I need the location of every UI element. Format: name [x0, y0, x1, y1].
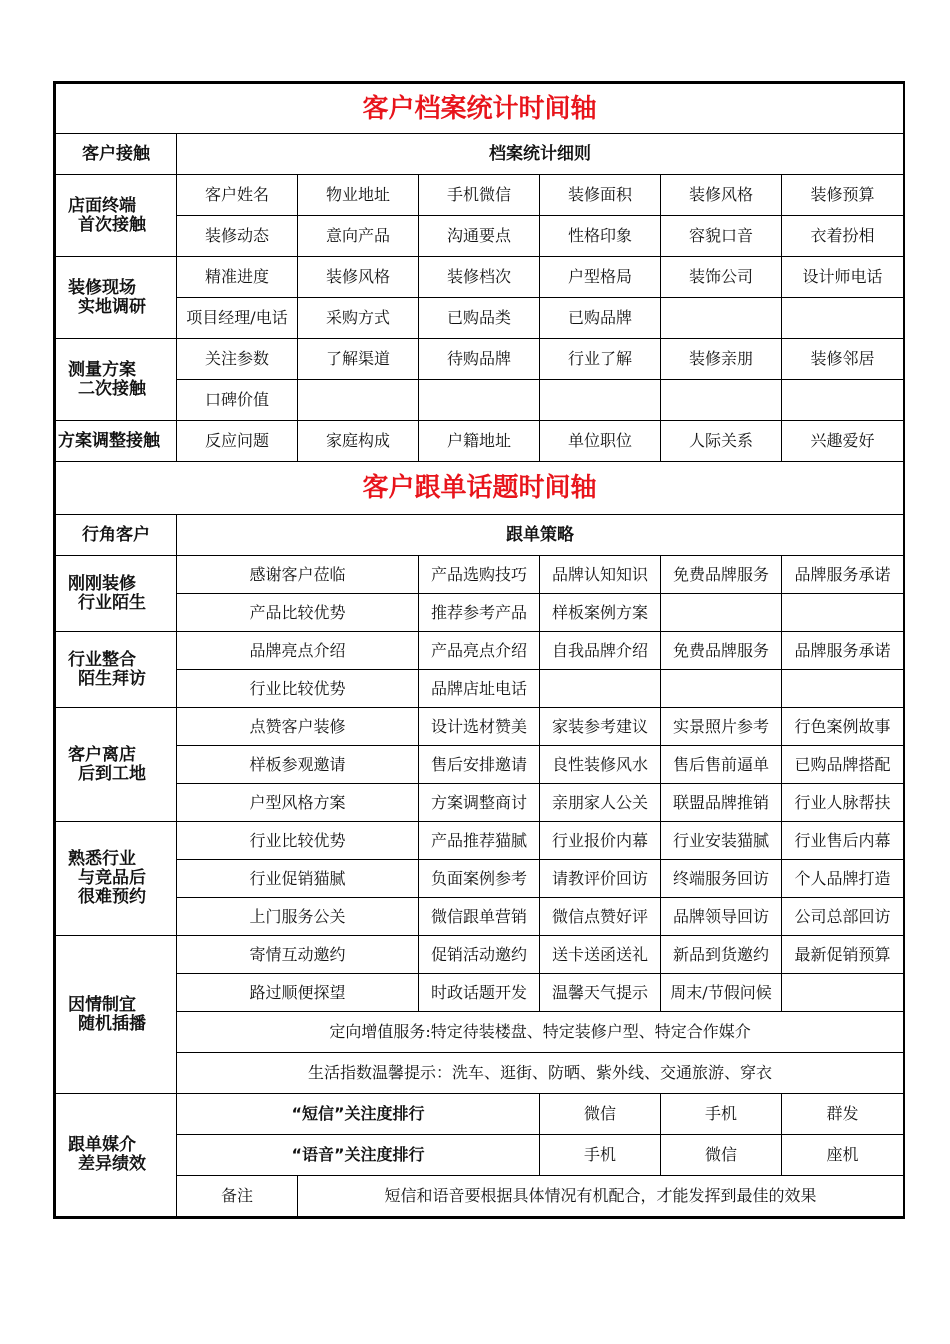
section2-title: 客户跟单话题时间轴: [56, 462, 904, 515]
section2-row: [56, 632, 904, 670]
timeline-table: [55, 83, 904, 1217]
detail-cell: 已购品类: [419, 298, 540, 339]
category-label-line: 后到工地: [78, 763, 146, 784]
category-cell: [56, 175, 177, 257]
strategy-cell: 亲朋家人公关: [540, 784, 661, 822]
media-value-cell: 手机: [540, 1135, 661, 1176]
detail-cell: 容貌口音: [661, 216, 782, 257]
strategy-cell: 行业售后内幕: [782, 822, 904, 860]
detail-cell: 意向产品: [298, 216, 419, 257]
note-row: [56, 1176, 904, 1217]
strategy-cell: 设计选材赞美: [419, 708, 540, 746]
detail-cell: 关注参数: [177, 339, 298, 380]
statistics-sheet: [53, 81, 905, 1219]
category-label-line: 与竞品后: [78, 868, 146, 888]
category-label-line: 店面终端: [68, 195, 136, 216]
detail-cell: 户籍地址: [419, 421, 540, 462]
media-value-cell: 手机: [661, 1094, 782, 1135]
strategy-cell: 品牌店址电话: [419, 670, 540, 708]
wide-strategy-cell: 定向增值服务:特定待装楼盘、特定装修户型、特定合作媒介: [177, 1012, 904, 1053]
section2-row: [56, 670, 904, 708]
section2-row: [56, 746, 904, 784]
detail-cell: 了解渠道: [298, 339, 419, 380]
strategy-cell: 售后售前逼单: [661, 746, 782, 784]
category-cell: [56, 822, 177, 936]
category-cell: [56, 421, 177, 462]
section1-title: 客户档案统计时间轴: [56, 84, 904, 134]
strategy-cell: 行业报价内幕: [540, 822, 661, 860]
strategy-cell: 微信跟单营销: [419, 898, 540, 936]
strategy-cell: 个人品牌打造: [782, 860, 904, 898]
detail-cell: 衣着扮相: [782, 216, 904, 257]
category-cell: [56, 339, 177, 421]
detail-cell: 装修风格: [661, 175, 782, 216]
section1-row: [56, 216, 904, 257]
section1-row: [56, 175, 904, 216]
media-value-cell: 座机: [782, 1135, 904, 1176]
column-header-contact: 客户接触: [56, 134, 177, 175]
media-value-cell: 群发: [782, 1094, 904, 1135]
strategy-cell: 行业安装猫腻: [661, 822, 782, 860]
strategy-cell: 行业促销猫腻: [177, 860, 419, 898]
strategy-cell: 实景照片参考: [661, 708, 782, 746]
strategy-cell: 品牌服务承诺: [782, 632, 904, 670]
section2-row: [56, 784, 904, 822]
category-label: 方案调整接触: [58, 430, 160, 451]
category-label-line: 行业整合: [68, 649, 136, 670]
category-cell: [56, 1094, 177, 1217]
section2-header-row: [56, 515, 904, 556]
strategy-cell: 品牌领导回访: [661, 898, 782, 936]
strategy-cell: 负面案例参考: [419, 860, 540, 898]
detail-cell: 兴趣爱好: [782, 421, 904, 462]
column-header-details: 档案统计细则: [177, 134, 904, 175]
detail-cell: 采购方式: [298, 298, 419, 339]
category-label-line: 测量方案: [68, 359, 136, 380]
strategy-cell: 新品到货邀约: [661, 936, 782, 974]
category-label-line: 装修现场: [68, 277, 136, 298]
category-cell: [56, 632, 177, 708]
strategy-cell: 行业比较优势: [177, 822, 419, 860]
detail-cell: 沟通要点: [419, 216, 540, 257]
section1-title-row: [56, 84, 904, 134]
strategy-cell: 送卡送函送礼: [540, 936, 661, 974]
strategy-cell: 免费品牌服务: [661, 556, 782, 594]
section1-header-row: [56, 134, 904, 175]
strategy-cell: 行业比较优势: [177, 670, 419, 708]
column-header-strategy: 跟单策略: [177, 515, 904, 556]
strategy-cell: 户型风格方案: [177, 784, 419, 822]
detail-cell: 人际关系: [661, 421, 782, 462]
strategy-cell: 微信点赞好评: [540, 898, 661, 936]
category-label-line: 首次接触: [78, 214, 146, 235]
strategy-cell: 终端服务回访: [661, 860, 782, 898]
strategy-cell: 免费品牌服务: [661, 632, 782, 670]
column-header-customer: 行角客户: [56, 515, 177, 556]
strategy-cell: [540, 670, 661, 708]
detail-cell: 装修预算: [782, 175, 904, 216]
detail-cell: 单位职位: [540, 421, 661, 462]
detail-cell: 客户姓名: [177, 175, 298, 216]
strategy-cell: 品牌服务承诺: [782, 556, 904, 594]
category-label-line: 因情制宜: [68, 994, 136, 1015]
detail-cell: 精准进度: [177, 257, 298, 298]
detail-cell: 装修风格: [298, 257, 419, 298]
section2-row: [56, 556, 904, 594]
strategy-cell: 产品推荐猫腻: [419, 822, 540, 860]
category-cell: [56, 556, 177, 632]
note-label: 备注: [177, 1176, 298, 1217]
strategy-cell: 家装参考建议: [540, 708, 661, 746]
strategy-cell: [782, 974, 904, 1012]
strategy-cell: 公司总部回访: [782, 898, 904, 936]
detail-cell: 物业地址: [298, 175, 419, 216]
strategy-cell: 良性装修风水: [540, 746, 661, 784]
section2-wide-row: [56, 1012, 904, 1053]
section2-wide-row: [56, 1053, 904, 1094]
strategy-cell: 联盟品牌推销: [661, 784, 782, 822]
strategy-cell: 行色案例故事: [782, 708, 904, 746]
section1-row: [56, 421, 904, 462]
strategy-cell: 促销活动邀约: [419, 936, 540, 974]
section2-row: [56, 822, 904, 860]
media-row: [56, 1094, 904, 1135]
detail-cell: 项目经理/电话: [177, 298, 298, 339]
strategy-cell: 时政话题开发: [419, 974, 540, 1012]
detail-cell: 家庭构成: [298, 421, 419, 462]
strategy-cell: 路过顺便探望: [177, 974, 419, 1012]
media-ranking-label: “语音”关注度排行: [177, 1135, 540, 1176]
strategy-cell: 自我品牌介绍: [540, 632, 661, 670]
media-value-cell: 微信: [661, 1135, 782, 1176]
detail-cell: [540, 380, 661, 421]
detail-cell: 装修亲朋: [661, 339, 782, 380]
section2-title-row: [56, 462, 904, 515]
detail-cell: 已购品牌: [540, 298, 661, 339]
media-ranking-label: “短信”关注度排行: [177, 1094, 540, 1135]
strategy-cell: 产品选购技巧: [419, 556, 540, 594]
detail-cell: 装修动态: [177, 216, 298, 257]
detail-cell: 户型格局: [540, 257, 661, 298]
detail-cell: 装饰公司: [661, 257, 782, 298]
category-label-line: 客户离店: [68, 744, 136, 765]
strategy-cell: 最新促销预算: [782, 936, 904, 974]
category-label-line: 熟悉行业: [68, 849, 136, 869]
detail-cell: 行业了解: [540, 339, 661, 380]
section2-row: [56, 974, 904, 1012]
section2-row: [56, 594, 904, 632]
strategy-cell: 样板案例方案: [540, 594, 661, 632]
strategy-cell: 请教评价回访: [540, 860, 661, 898]
section1-row: [56, 257, 904, 298]
category-label-line: 行业陌生: [78, 592, 146, 613]
strategy-cell: 品牌认知知识: [540, 556, 661, 594]
strategy-cell: 已购品牌搭配: [782, 746, 904, 784]
strategy-cell: 上门服务公关: [177, 898, 419, 936]
detail-cell: [782, 298, 904, 339]
detail-cell: 口碑价值: [177, 380, 298, 421]
strategy-cell: 样板参观邀请: [177, 746, 419, 784]
category-label-line: 跟单媒介: [68, 1135, 136, 1155]
strategy-cell: 行业人脉帮扶: [782, 784, 904, 822]
detail-cell: [419, 380, 540, 421]
section2-row: [56, 936, 904, 974]
detail-cell: 装修邻居: [782, 339, 904, 380]
media-value-cell: 微信: [540, 1094, 661, 1135]
detail-cell: 反应问题: [177, 421, 298, 462]
strategy-cell: 周末/节假问候: [661, 974, 782, 1012]
strategy-cell: 感谢客户莅临: [177, 556, 419, 594]
category-label-line: 很难预约: [78, 887, 146, 907]
section2-row: [56, 708, 904, 746]
strategy-cell: 点赞客户装修: [177, 708, 419, 746]
detail-cell: 待购品牌: [419, 339, 540, 380]
strategy-cell: 品牌亮点介绍: [177, 632, 419, 670]
category-label-line: 二次接触: [78, 378, 146, 399]
section2-row: [56, 898, 904, 936]
detail-cell: 装修档次: [419, 257, 540, 298]
category-cell: [56, 708, 177, 822]
section1-row: [56, 380, 904, 421]
detail-cell: [782, 380, 904, 421]
strategy-cell: 产品亮点介绍: [419, 632, 540, 670]
detail-cell: [661, 298, 782, 339]
strategy-cell: 推荐参考产品: [419, 594, 540, 632]
category-label-line: 刚刚装修: [68, 573, 136, 594]
note-text: 短信和语音要根据具体情况有机配合，才能发挥到最佳的效果: [298, 1176, 904, 1217]
section1-row: [56, 298, 904, 339]
detail-cell: 性格印象: [540, 216, 661, 257]
detail-cell: 手机微信: [419, 175, 540, 216]
strategy-cell: [661, 670, 782, 708]
detail-cell: 装修面积: [540, 175, 661, 216]
category-label-line: 实地调研: [78, 296, 146, 317]
strategy-cell: 温馨天气提示: [540, 974, 661, 1012]
detail-cell: [661, 380, 782, 421]
wide-strategy-cell: 生活指数温馨提示：洗车、逛街、防晒、紫外线、交通旅游、穿衣: [177, 1053, 904, 1094]
category-cell: [56, 936, 177, 1094]
category-label-line: 陌生拜访: [78, 668, 146, 689]
strategy-cell: 售后安排邀请: [419, 746, 540, 784]
strategy-cell: 寄情互动邀约: [177, 936, 419, 974]
detail-cell: [298, 380, 419, 421]
category-cell: [56, 257, 177, 339]
strategy-cell: [782, 670, 904, 708]
strategy-cell: 产品比较优势: [177, 594, 419, 632]
category-label-line: 差异绩效: [78, 1154, 146, 1174]
section1-row: [56, 339, 904, 380]
category-label-line: 随机插播: [78, 1013, 146, 1034]
detail-cell: 设计师电话: [782, 257, 904, 298]
section2-row: [56, 860, 904, 898]
media-row: [56, 1135, 904, 1176]
strategy-cell: [661, 594, 782, 632]
strategy-cell: [782, 594, 904, 632]
strategy-cell: 方案调整商讨: [419, 784, 540, 822]
